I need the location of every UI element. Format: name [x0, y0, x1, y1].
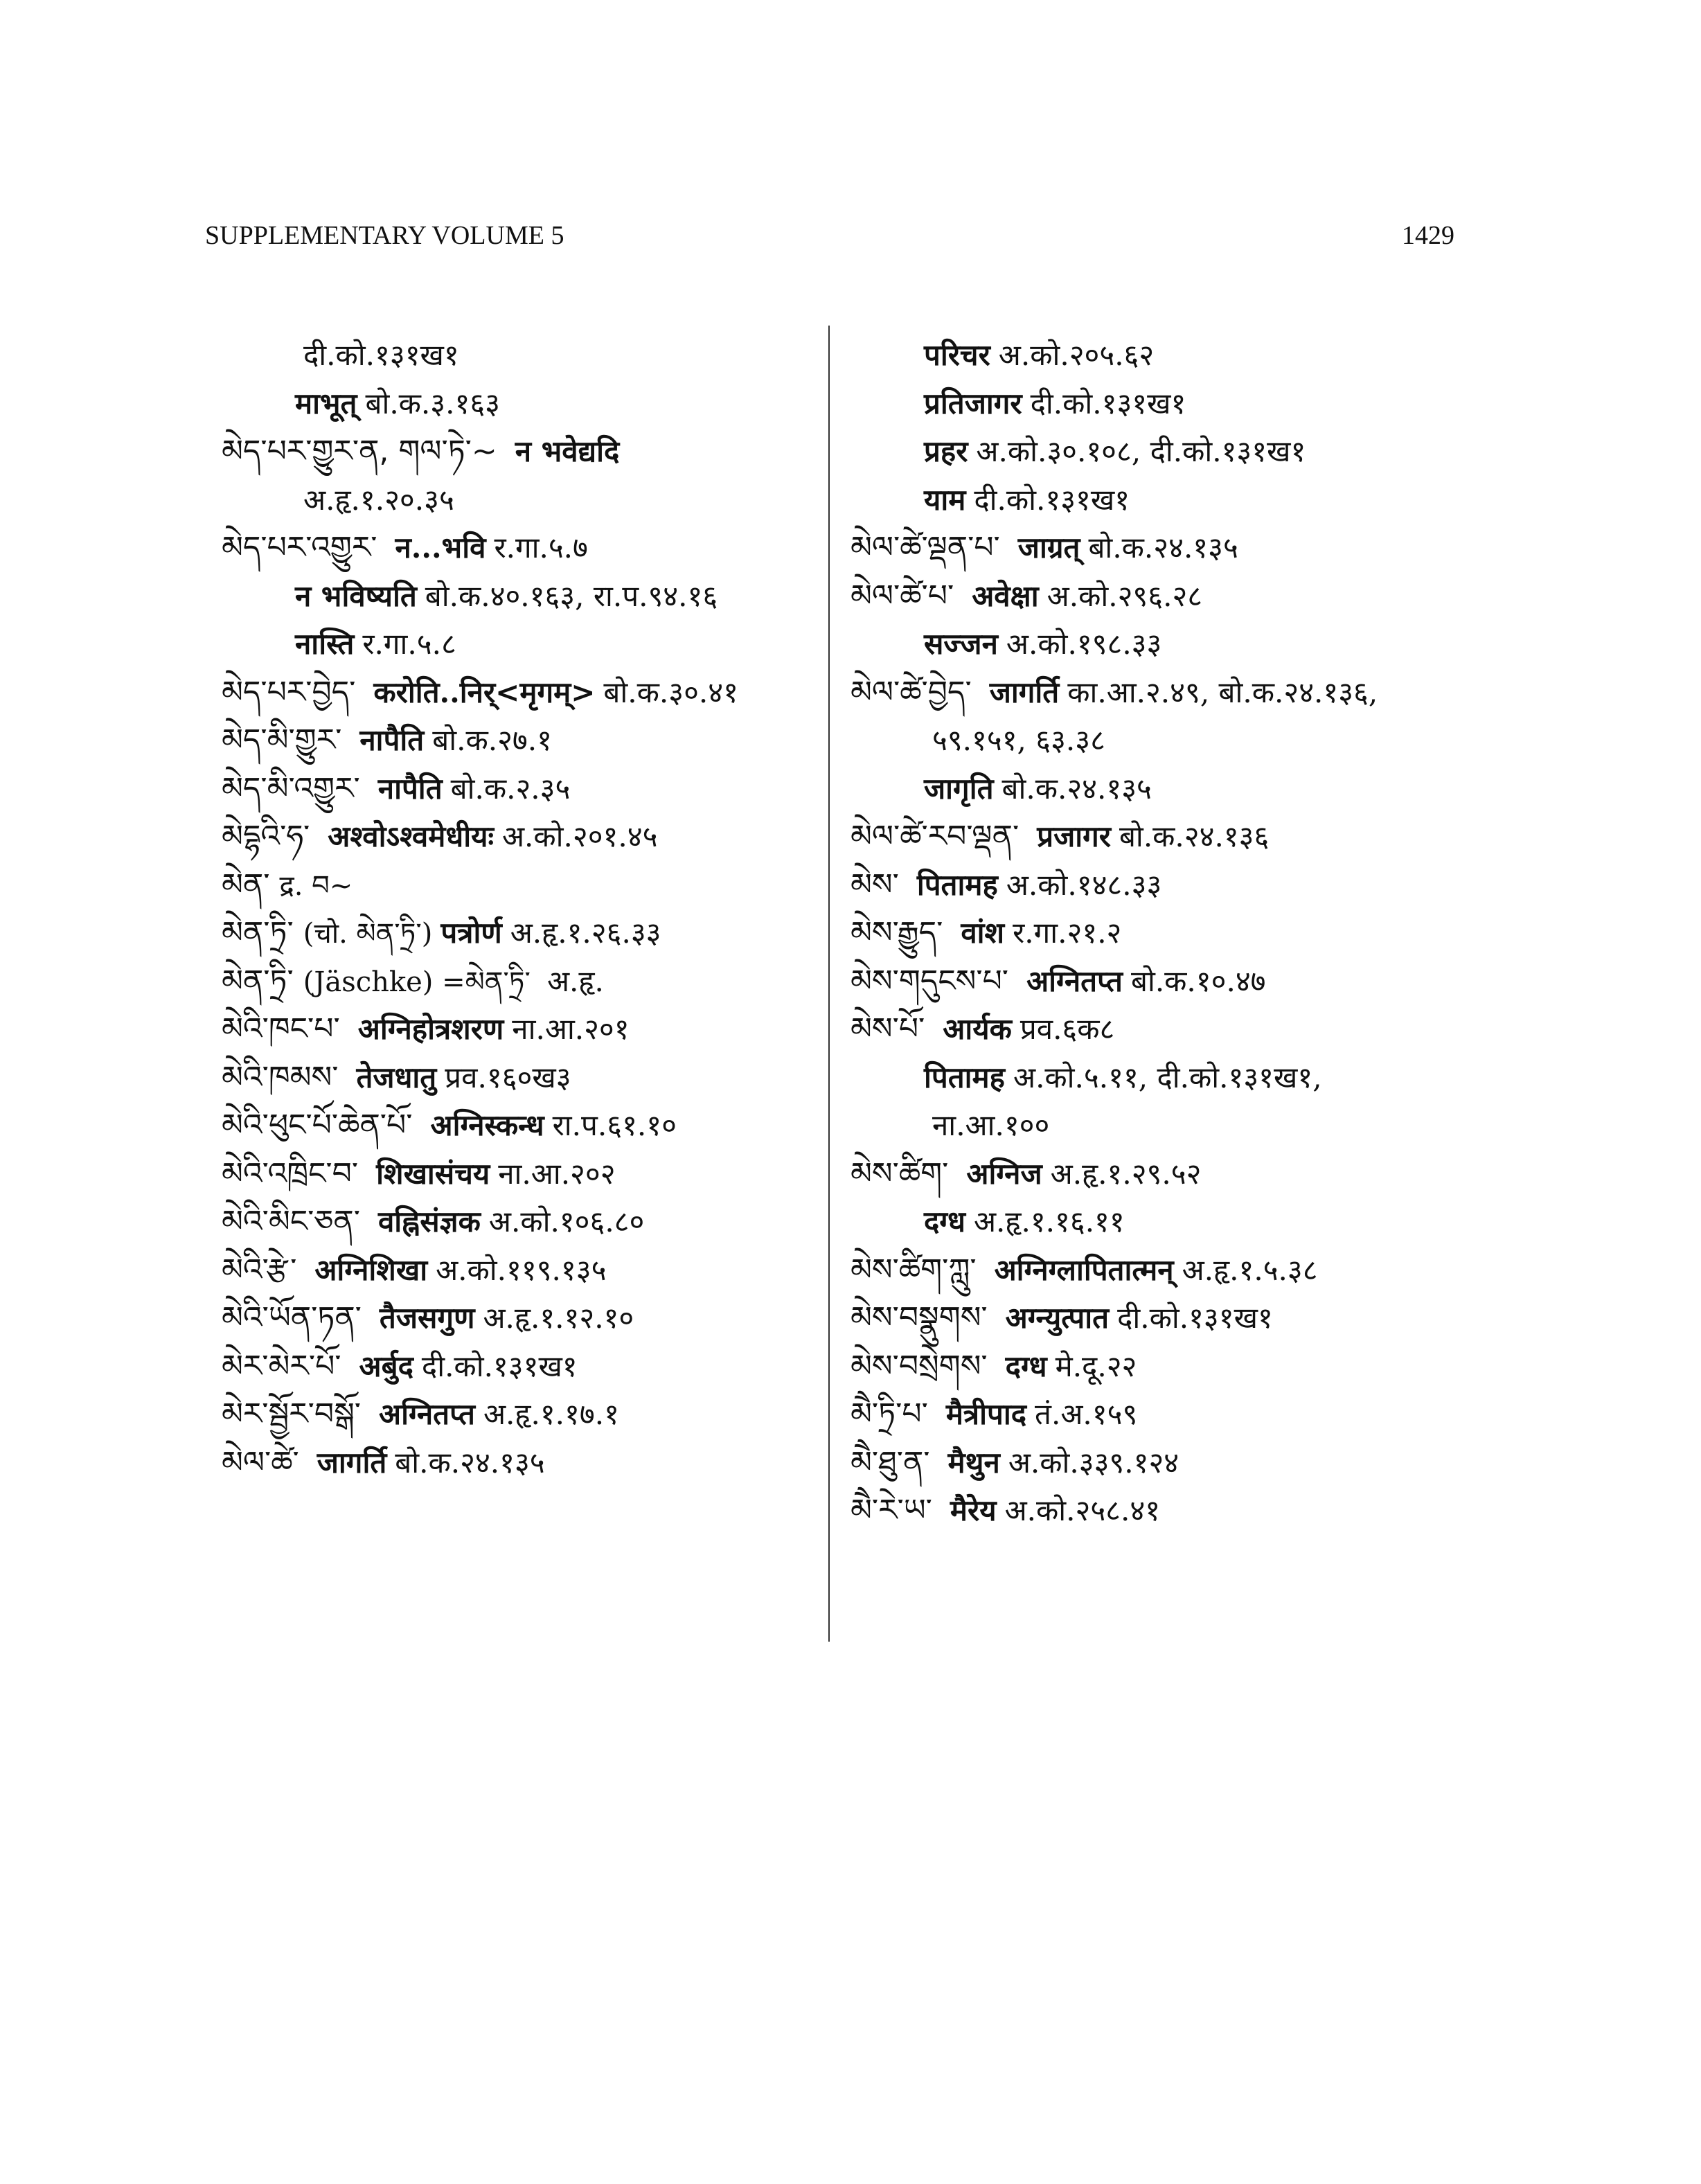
source-reference: बो.क.४०.१६३, रा.प.९४.१६	[425, 578, 718, 613]
source-reference: दी.को.१३१ख१	[974, 482, 1130, 517]
sanskrit-equivalent: तैजसगुण	[379, 1301, 475, 1335]
dictionary-entry	[222, 1342, 831, 1391]
sanskrit-equivalent: प्रहर	[924, 434, 968, 468]
source-reference: अ.को.१९८.३३	[1006, 627, 1162, 661]
sanskrit-equivalent: नास्ति	[295, 627, 355, 661]
source-reference: बो.क.२४.१३५	[395, 1445, 545, 1480]
source-reference: अ.को.२५८.४१	[1004, 1493, 1161, 1527]
tibetan-headword: མེལ་ཚེ་པ་	[850, 578, 954, 614]
source-reference: अ.हृ.१.१६.११	[973, 1205, 1125, 1239]
entry-note: (Jäschke) =མེན་ཏྲི་	[303, 966, 531, 998]
dictionary-entry	[850, 1439, 1474, 1487]
sanskrit-equivalent: अग्निशिखा	[314, 1252, 428, 1287]
source-reference: अ.को.५.११, दी.को.१३१ख१,	[1013, 1060, 1322, 1094]
dictionary-entry	[222, 1198, 831, 1246]
tibetan-headword: མེད་པར་འགྱུར་	[222, 530, 377, 565]
source-reference: अ.को.२९६.२८	[1047, 578, 1203, 613]
dictionary-entry	[850, 1486, 1474, 1535]
dictionary-entry	[222, 331, 831, 380]
sanskrit-equivalent: करोति..निर्<मृगम्>	[373, 675, 596, 709]
sanskrit-equivalent: मैरेय	[950, 1493, 997, 1527]
tibetan-headword: མེའི་ཡོན་ཏན་	[222, 1300, 362, 1335]
sanskrit-equivalent: जागर्ति	[989, 675, 1060, 709]
tibetan-headword: མེས་བསྲེགས་	[850, 1348, 988, 1384]
source-reference: दी.को.१३१ख१	[303, 338, 459, 372]
dictionary-entry	[850, 620, 1474, 668]
source-reference: ना.आ.२०१	[512, 1012, 630, 1046]
tibetan-headword: མེད་མི་འགྱུར་	[222, 770, 360, 806]
dictionary-entry	[222, 572, 831, 621]
source-reference: अ.हृ.१.२६.३३	[510, 916, 661, 950]
dictionary-entry	[222, 909, 831, 957]
source-reference: बो.क.२.३५	[450, 771, 571, 806]
tibetan-headword: མེའི་མིང་ཅན་	[222, 1204, 360, 1239]
sanskrit-equivalent: अश्वोऽश्वमेधीयः	[328, 819, 494, 853]
sanskrit-equivalent: अग्निज	[966, 1156, 1042, 1191]
sanskrit-equivalent: पितामह	[916, 867, 998, 902]
dictionary-entry	[850, 524, 1474, 572]
tibetan-headword: མེར་སྦྱོར་བསྒོ་	[222, 1396, 362, 1432]
tibetan-headword: མེའི་ཕུང་པོ་ཆེན་པོ་	[222, 1108, 413, 1143]
tibetan-headword: མེས་བསྣུགས་	[850, 1300, 988, 1335]
source-reference: दी.को.१३१ख१	[1117, 1301, 1273, 1335]
sanskrit-equivalent: अग्निग्लापितात्मन्	[994, 1252, 1174, 1287]
source-reference: अ.को.१४८.३३	[1006, 867, 1162, 902]
source-reference: र.गा.५.८	[362, 627, 456, 661]
dictionary-entry	[222, 1439, 831, 1487]
source-reference: बो.क.१०.४७	[1130, 964, 1266, 998]
source-reference: अ.को.३०.१०८, दी.को.१३१ख१	[976, 434, 1306, 468]
dictionary-entry	[850, 1390, 1474, 1439]
source-reference: अ.हृ.१.५.३८	[1182, 1252, 1318, 1287]
dictionary-entry	[222, 380, 831, 428]
sanskrit-equivalent: पत्रोर्ण	[440, 916, 502, 950]
dictionary-entry	[850, 1150, 1474, 1198]
tibetan-headword: མེད་པར་གྱུར་ན, གལ་ཏེ་~	[222, 434, 497, 469]
tibetan-headword: མཻ་རེ་ཡ་	[850, 1493, 932, 1528]
dictionary-entry	[222, 765, 831, 813]
source-reference: बो.क.३०.४१	[603, 675, 738, 709]
source-reference: अ.को.११९.१३५	[436, 1252, 607, 1287]
sanskrit-equivalent: प्रजागर	[1037, 819, 1111, 853]
sanskrit-equivalent: याम	[924, 482, 966, 517]
dictionary-entry	[222, 1054, 831, 1102]
dictionary-entry	[222, 716, 831, 765]
source-reference: अ.को.३३९.१२४	[1008, 1445, 1179, 1480]
sanskrit-equivalent: अग्नितप्त	[1026, 964, 1123, 998]
dictionary-entry	[222, 476, 831, 524]
source-reference: ना.आ.२०२	[498, 1156, 616, 1191]
dictionary-entry	[222, 813, 831, 861]
tibetan-headword: མེའི་ཁམས་	[222, 1059, 339, 1095]
source-reference: बो.क.२४.१३५	[1001, 771, 1152, 806]
tibetan-headword: མེས་རྒྱུད་	[850, 915, 943, 950]
dictionary-entry	[222, 668, 831, 717]
sanskrit-equivalent: परिचर	[924, 338, 990, 372]
source-reference: अ.हृ.१.२०.३५	[303, 482, 454, 517]
tibetan-headword: མེན་ཏྲི་	[222, 915, 294, 950]
tibetan-headword: མེན་ཏྲི་	[222, 963, 294, 999]
dictionary-entry	[850, 1246, 1474, 1295]
tibetan-headword: མེལ་ཚེ་རབ་ལྡན་	[850, 819, 1019, 854]
tibetan-headword: མེས་	[850, 867, 899, 903]
tibetan-headword: མེར་མེར་པོ་	[222, 1348, 341, 1384]
source-reference: प्रव.६क८	[1019, 1012, 1115, 1046]
dictionary-entry	[850, 1101, 1474, 1150]
sanskrit-equivalent: न...भवि	[395, 531, 486, 565]
tibetan-headword: མེས་གདུངས་པ་	[850, 963, 1009, 999]
source-reference: मे.दू.२२	[1055, 1349, 1137, 1383]
sanskrit-equivalent: जाग्रत्	[1017, 531, 1080, 565]
source-reference: बो.क.२४.१३६	[1119, 819, 1270, 853]
dictionary-entry	[222, 1294, 831, 1342]
sanskrit-equivalent: जागृति	[924, 771, 994, 806]
sanskrit-equivalent: जागर्ति	[317, 1445, 387, 1480]
dictionary-entry	[850, 1342, 1474, 1391]
sanskrit-equivalent: अग्नितप्त	[379, 1397, 475, 1431]
source-reference: ना.आ.१००	[932, 1108, 1050, 1142]
tibetan-headword: མེའི་ཁང་པ་	[222, 1011, 340, 1047]
page-number: 1429	[1402, 221, 1454, 250]
column-divider	[828, 326, 830, 1642]
sanskrit-equivalent: प्रतिजागर	[924, 386, 1022, 420]
tibetan-headword: མེལ་ཚེ་བྱེད་	[850, 674, 972, 710]
sanskrit-equivalent: अर्बुद	[359, 1349, 413, 1383]
source-reference: तं.अ.१५९	[1035, 1397, 1138, 1431]
dictionary-entry	[222, 620, 831, 668]
sanskrit-equivalent: अग्न्युत्पात	[1005, 1301, 1110, 1335]
dictionary-entry	[850, 476, 1474, 524]
sanskrit-equivalent: अग्निस्कन्ध	[430, 1108, 544, 1142]
source-reference: अ.हृ.१.१२.१०	[483, 1301, 634, 1335]
source-reference: अ.हृ.	[546, 964, 604, 998]
sanskrit-equivalent: वह्निसंज्ञक	[377, 1205, 481, 1239]
tibetan-headword: མཻ་ཏྲི་པ་	[850, 1396, 928, 1432]
left-column	[222, 331, 831, 1486]
dictionary-entry	[850, 331, 1474, 380]
dictionary-entry	[222, 1005, 831, 1054]
sanskrit-equivalent: पितामह	[924, 1060, 1005, 1094]
source-reference: अ.हृ.१.२९.५२	[1050, 1156, 1202, 1191]
tibetan-headword: མེལ་ཚེ་	[222, 1444, 299, 1480]
source-reference: अ.हृ.१.१७.१	[483, 1397, 619, 1431]
dictionary-entry	[850, 813, 1474, 861]
dictionary-entry	[850, 861, 1474, 909]
dictionary-entry	[850, 668, 1474, 717]
sanskrit-equivalent: शिखासंचय	[376, 1156, 490, 1191]
source-reference: प्रव.१६०ख३	[445, 1060, 571, 1094]
source-reference: अ.को.२०१.४५	[501, 819, 658, 853]
dictionary-entry	[222, 861, 831, 909]
dictionary-entry	[850, 1294, 1474, 1342]
sanskrit-equivalent: न भविष्यति	[295, 578, 417, 613]
sanskrit-equivalent: मैत्रीपाद	[945, 1397, 1027, 1431]
sanskrit-equivalent: आर्यक	[943, 1012, 1012, 1046]
dictionary-entry	[222, 1150, 831, 1198]
dictionary-entry	[222, 524, 831, 572]
sanskrit-equivalent: नापैति	[377, 771, 443, 806]
dictionary-entry	[222, 427, 831, 476]
source-reference: दी.को.१३१ख१	[1030, 386, 1186, 420]
sanskrit-equivalent: न भवेद्यदि	[515, 434, 620, 468]
dictionary-entry	[222, 1390, 831, 1439]
source-reference: दी.को.१३१ख१	[421, 1349, 578, 1383]
sanskrit-equivalent: तेजधातु	[356, 1060, 437, 1094]
tibetan-headword: མཻ་ཐུ་ན་	[850, 1444, 930, 1480]
sanskrit-equivalent: नापैति	[359, 723, 425, 757]
entry-note: (चो. མེན་ཏྲི་)	[303, 918, 433, 950]
sanskrit-equivalent: सज्जन	[924, 627, 998, 661]
tibetan-headword: མེས་ཚིག་ཀླུ་	[850, 1252, 977, 1288]
source-reference: बो.क.३.१६३	[365, 386, 500, 420]
sanskrit-equivalent: मैथुन	[947, 1445, 1000, 1480]
tibetan-headword: མེའི་རྩེ་	[222, 1252, 297, 1288]
dictionary-entry	[850, 1005, 1474, 1054]
source-reference: र.गा.५.७	[494, 531, 588, 565]
dictionary-entry	[850, 765, 1474, 813]
source-reference: बो.क.२७.१	[432, 723, 552, 757]
source-reference: रा.प.६१.१०	[552, 1108, 677, 1142]
source-reference: अ.को.१०६.८०	[488, 1205, 645, 1239]
tibetan-headword: མེད་པར་བྱེད་	[222, 674, 356, 710]
tibetan-headword: མེལ་ཚེ་ལྡན་པ་	[850, 530, 1000, 565]
dictionary-entry	[850, 427, 1474, 476]
tibetan-headword: མེདྷའི་ཧ་	[222, 819, 310, 854]
source-reference: का.आ.२.४९, बो.क.२४.१३६,	[1067, 675, 1378, 709]
sanskrit-equivalent: अवेक्षा	[972, 578, 1039, 613]
right-column	[850, 331, 1474, 1535]
sanskrit-equivalent: माभूत्	[295, 386, 357, 420]
dictionary-entry	[850, 909, 1474, 957]
source-reference: अ.को.२०५.६२	[998, 338, 1155, 372]
dictionary-entry	[850, 1198, 1474, 1246]
dictionary-entry	[222, 957, 831, 1006]
sanskrit-equivalent: दग्ध	[1005, 1349, 1047, 1383]
dictionary-entry	[850, 957, 1474, 1006]
page-header	[205, 220, 1454, 251]
source-reference: र.गा.२१.२	[1013, 916, 1122, 950]
sanskrit-equivalent: अग्निहोत्रशरण	[357, 1012, 504, 1046]
tibetan-headword: མེས་པོ་	[850, 1011, 925, 1047]
tibetan-headword: མེད་མི་གྱུར་	[222, 722, 342, 758]
tibetan-headword: མེའི་འཁྲིང་བ་	[222, 1155, 359, 1191]
entry-note: द्र. བ~	[279, 869, 353, 902]
running-title: SUPPLEMENTARY VOLUME 5	[205, 221, 564, 250]
dictionary-entry	[850, 380, 1474, 428]
dictionary-entry	[850, 572, 1474, 621]
dictionary-entry	[222, 1246, 831, 1295]
source-reference: बो.क.२४.१३५	[1088, 531, 1238, 565]
sanskrit-equivalent: वांश	[961, 916, 1005, 950]
source-reference: ५९.१५१, ६३.३८	[932, 723, 1105, 757]
tibetan-headword: མེས་ཚིག་	[850, 1155, 949, 1191]
tibetan-headword: མེན་	[222, 867, 270, 903]
dictionary-entry	[850, 716, 1474, 765]
dictionary-entry	[850, 1054, 1474, 1102]
sanskrit-equivalent: दग्ध	[924, 1205, 965, 1239]
dictionary-entry	[222, 1101, 831, 1150]
